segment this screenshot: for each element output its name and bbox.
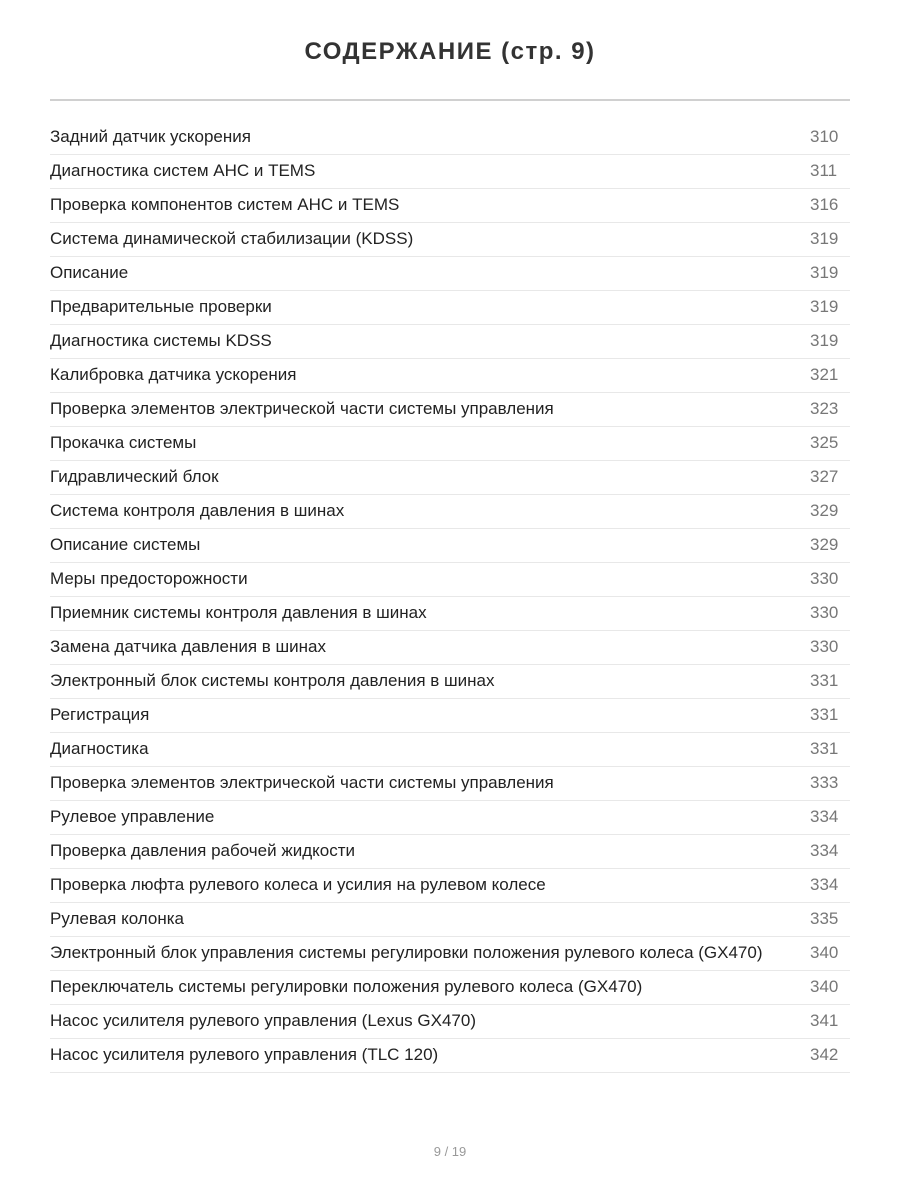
toc-entry[interactable]	[50, 325, 850, 359]
toc-entry-title: Диагностика систем AHC и TEMS	[50, 161, 316, 180]
toc-entry-title: Замена датчика давления в шинах	[50, 637, 326, 656]
page-title: СОДЕРЖАНИЕ (стр. 9)	[304, 38, 596, 65]
toc-entry-page: 331	[810, 671, 839, 690]
toc-entry-page: 340	[810, 943, 839, 962]
toc-entry-page: 311	[810, 161, 838, 180]
toc-entry-page: 331	[810, 705, 839, 724]
toc-entry[interactable]	[50, 1039, 850, 1073]
toc-entry[interactable]	[50, 461, 850, 495]
toc-entry[interactable]	[50, 1005, 850, 1039]
title-divider	[50, 99, 850, 101]
toc-entry-title: Насос усилителя рулевого управления (TLC 120)	[50, 1045, 439, 1064]
toc-entry-page: 327	[810, 467, 839, 486]
toc-entry-title: Диагностика	[50, 739, 149, 758]
toc-entry-title: Рулевое управление	[50, 807, 215, 826]
toc-entry[interactable]	[50, 495, 850, 529]
toc-entry-page: 321	[810, 365, 839, 384]
toc-entry[interactable]	[50, 393, 850, 427]
toc-entry[interactable]	[50, 699, 850, 733]
toc-entry-page: 330	[810, 569, 839, 588]
toc-entry-page: 333	[810, 773, 839, 792]
toc-entry-page: 329	[810, 501, 839, 520]
toc-entry[interactable]	[50, 359, 850, 393]
toc-entry[interactable]	[50, 937, 850, 971]
toc-entry-title: Проверка элементов электрической части системы управления	[50, 399, 554, 418]
toc-entry[interactable]	[50, 971, 850, 1005]
toc-entry-title: Прокачка системы	[50, 433, 197, 452]
toc-entry-title: Насос усилителя рулевого управления (Lexus GX470)	[50, 1011, 476, 1030]
toc-entry-title: Система контроля давления в шинах	[50, 501, 345, 520]
toc-entry-title: Переключатель системы регулировки положения рулевого колеса (GX470)	[50, 977, 643, 996]
toc-entry-title: Регистрация	[50, 705, 150, 724]
toc-entry-title: Описание системы	[50, 535, 201, 554]
toc-entry-page: 340	[810, 977, 839, 996]
toc-entry-page: 329	[810, 535, 839, 554]
toc-entry-page: 334	[810, 875, 839, 894]
toc-entry[interactable]	[50, 835, 850, 869]
toc-entry-title: Описание	[50, 263, 129, 282]
toc-entry-title: Диагностика системы KDSS	[50, 331, 272, 350]
toc-entry-page: 335	[810, 909, 839, 928]
toc-entry-title: Калибровка датчика ускорения	[50, 365, 297, 384]
toc-entry[interactable]	[50, 733, 850, 767]
toc-entry-page: 342	[810, 1045, 839, 1064]
toc-entry-title: Гидравлический блок	[50, 467, 219, 486]
toc-entry[interactable]	[50, 427, 850, 461]
toc-entry-title: Задний датчик ускорения	[50, 127, 251, 146]
toc-entry-page: 310	[810, 127, 839, 146]
toc-entry-page: 330	[810, 603, 839, 622]
toc-entry-title: Проверка давления рабочей жидкости	[50, 841, 355, 860]
toc-entry[interactable]	[50, 291, 850, 325]
toc-entry[interactable]	[50, 903, 850, 937]
toc-entry-page: 334	[810, 841, 839, 860]
toc-entry-page: 319	[810, 229, 839, 248]
toc-entry[interactable]	[50, 155, 850, 189]
toc-entry[interactable]	[50, 121, 850, 155]
toc-entry-title: Меры предосторожности	[50, 569, 248, 588]
toc-entry-page: 334	[810, 807, 839, 826]
toc-entry[interactable]	[50, 597, 850, 631]
toc-list	[50, 121, 850, 1073]
toc-entry-page: 331	[810, 739, 839, 758]
toc-entry-page: 319	[810, 297, 839, 316]
toc-entry[interactable]	[50, 767, 850, 801]
toc-entry-title: Проверка компонентов систем AHC и TEMS	[50, 195, 400, 214]
toc-entry[interactable]	[50, 869, 850, 903]
toc-entry[interactable]	[50, 257, 850, 291]
toc-entry-title: Проверка элементов электрической части системы управления	[50, 773, 554, 792]
toc-entry-title: Проверка люфта рулевого колеса и усилия на рулевом колесе	[50, 875, 546, 894]
toc-entry-page: 319	[810, 263, 839, 282]
toc-entry[interactable]	[50, 665, 850, 699]
toc-entry-title: Рулевая колонка	[50, 909, 184, 928]
toc-entry-page: 316	[810, 195, 839, 214]
toc-entry-title: Электронный блок управления системы регулировки положения рулевого колеса (GX470)	[50, 943, 763, 962]
toc-entry-page: 330	[810, 637, 839, 656]
toc-entry-page: 341	[810, 1011, 839, 1030]
toc-entry-page: 319	[810, 331, 839, 350]
toc-entry-title: Система динамической стабилизации (KDSS)	[50, 229, 414, 248]
toc-entry-page: 325	[810, 433, 839, 452]
toc-entry[interactable]	[50, 563, 850, 597]
page-indicator: 9 / 19	[433, 1144, 467, 1159]
toc-entry-title: Приемник системы контроля давления в шинах	[50, 603, 427, 622]
toc-entry[interactable]	[50, 223, 850, 257]
toc-entry[interactable]	[50, 631, 850, 665]
toc-entry-title: Электронный блок системы контроля давления в шинах	[50, 671, 495, 690]
toc-entry[interactable]	[50, 529, 850, 563]
toc-entry-title: Предварительные проверки	[50, 297, 272, 316]
toc-entry[interactable]	[50, 801, 850, 835]
toc-entry-page: 323	[810, 399, 839, 418]
toc-entry[interactable]	[50, 189, 850, 223]
